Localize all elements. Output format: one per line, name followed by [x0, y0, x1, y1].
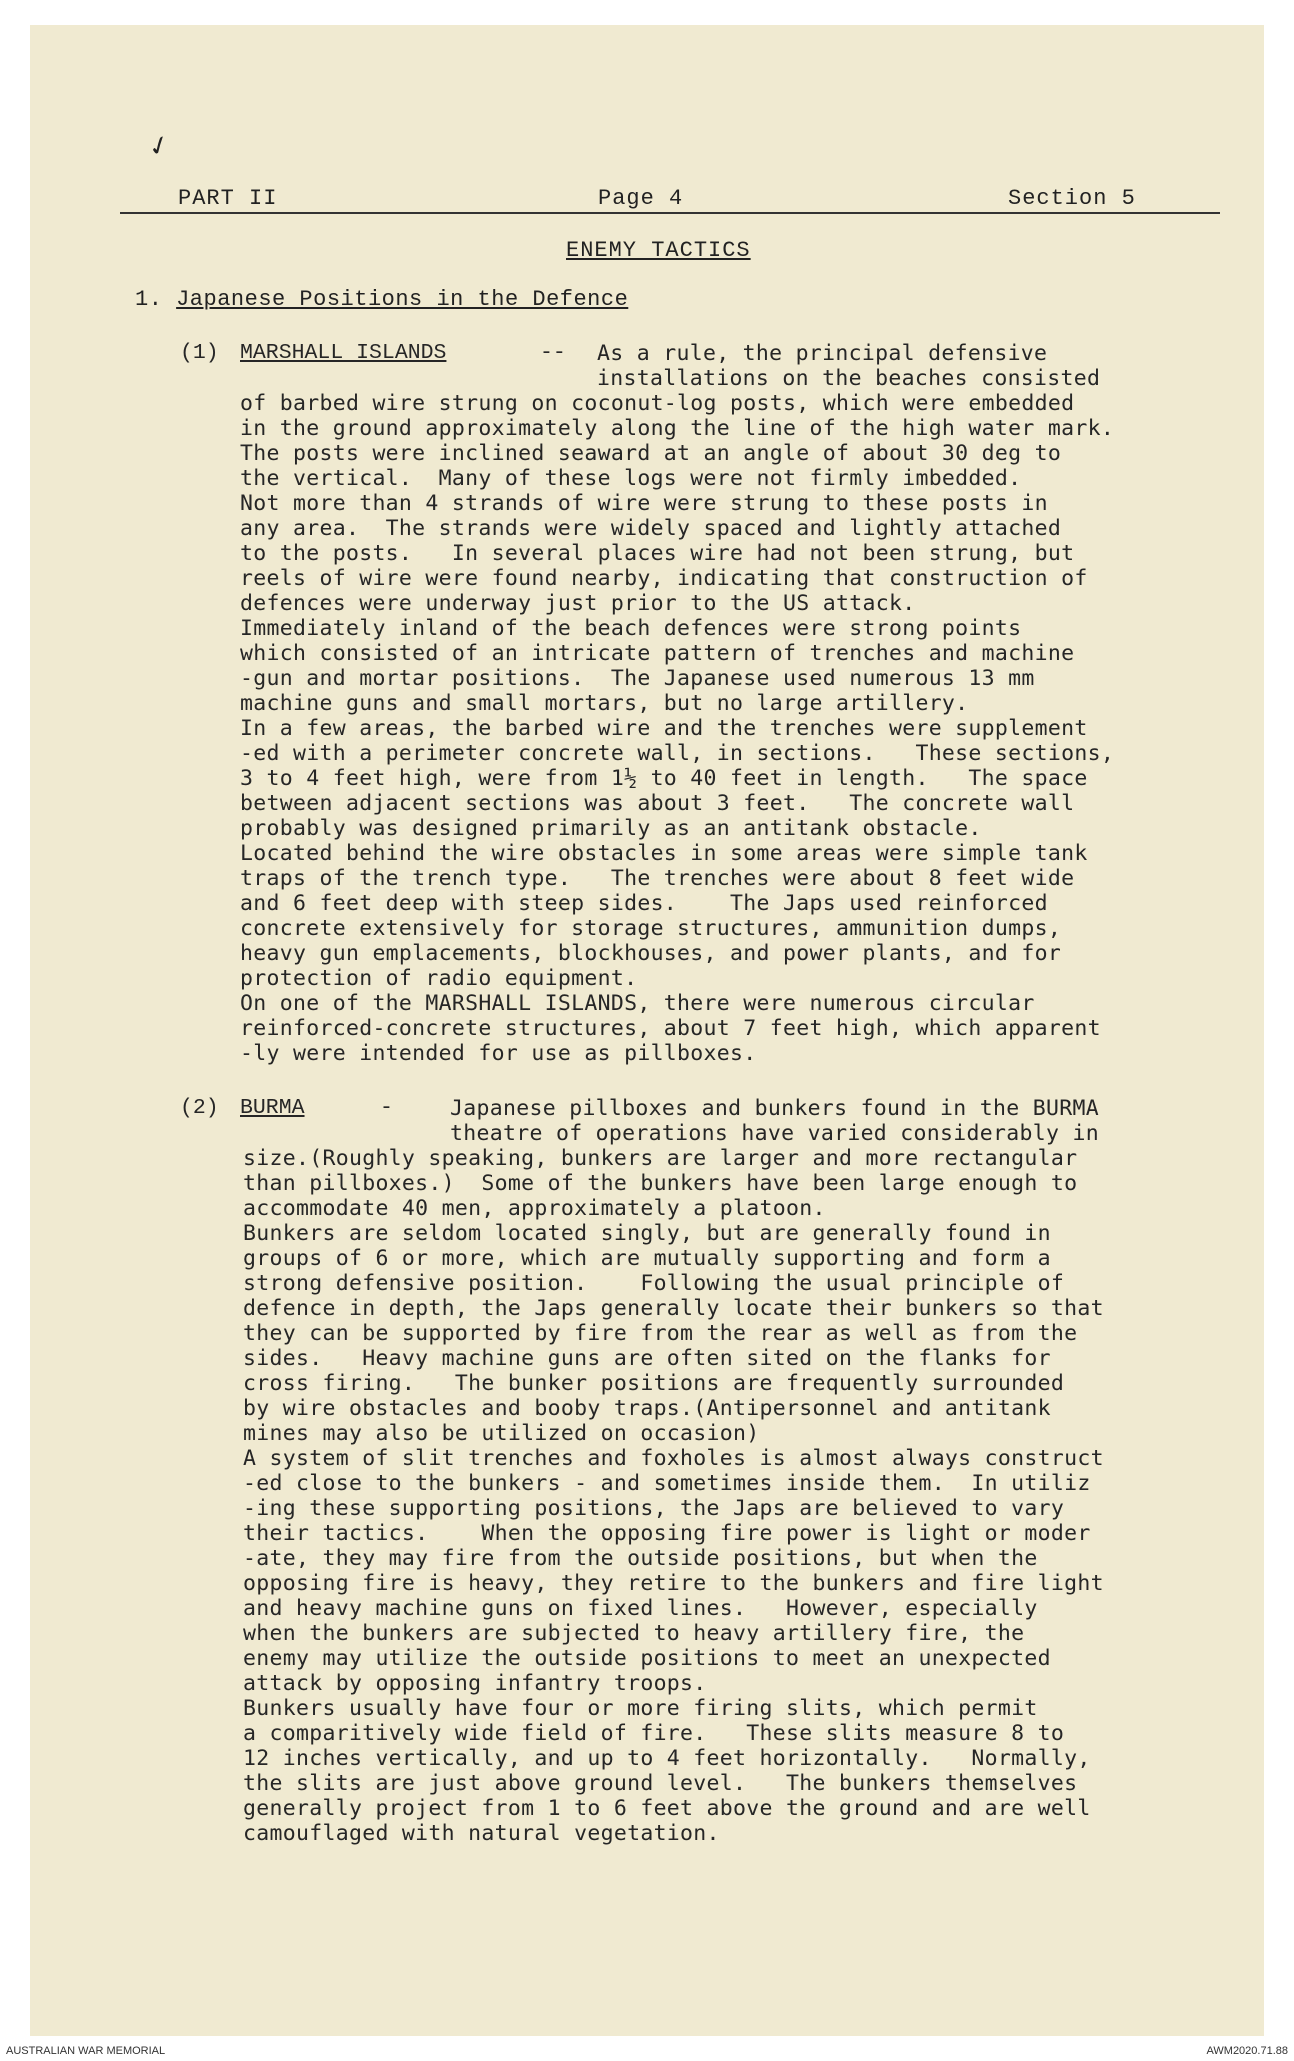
- section-2-body: size.(Roughly speaking, bunkers are larger and more rectangular than pillboxes.) Some of the bunkers have been large enough to accommodate 40 men, approximately a platoon. Bunkers are seldom located singly, but are generally found in groups of 6 or more, which are mutually supporting and form a strong defensive position. Following the usual principle of defence in depth, the Japs generally locate their bunkers so that they can be supported by fire from the rear as well as from the sides. Heavy machine guns are often sited on the flanks for cross firing. The bunker positions are frequently surrounded by wire obstacles and booby traps.(Antipersonnel and antitank mines may also be utilized on occasion) A system of slit trenches and foxholes is almost always construct -ed close to the bunkers - and sometimes inside them. In utiliz -ing these supporting positions, the Japs are believed to vary their tactics. When the opposing fire power is light or moder -ate, they may fire from the outside positions, but when the opposing fire is heavy, they retire to the bunkers and fire light and heavy machine guns on fixed lines. However, especially when the bunkers are subjected to heavy artillery fire, the enemy may utilize the outside positions to meet an unexpected attack by opposing infantry troops. Bunkers usually have four or more firing slits, which permit a comparitively wide field of fire. These slits measure 8 to 12 inches vertically, and up to 4 feet horizontally. Normally, the slits are just above ground level. The bunkers themselves generally project from 1 to 6 feet above the ground and are well camouflaged with natural vegetation.: [243, 1146, 1104, 1846]
- header-part: PART II: [178, 186, 278, 211]
- heading-number: 1.: [135, 287, 163, 312]
- header-section: Section 5: [1008, 186, 1136, 211]
- section-1-name: MARSHALL ISLANDS: [240, 341, 447, 365]
- footer-reference: AWM2020.71.88: [1206, 2045, 1288, 2057]
- section-1-dash: --: [540, 341, 566, 365]
- section-1-lead: As a rule, the principal defensive installations on the beaches consisted: [597, 341, 1101, 391]
- section-2-name: BURMA: [240, 1096, 305, 1120]
- section-1-body: of barbed wire strung on coconut-log posts, which were embedded in the ground approximately along the line of the high water mark. The posts were inclined seaward at an angle of about 30 deg to the vertical. Many of these logs were not firmly imbedded. Not more than 4 strands of wire were strung to these posts in any area. The strands were widely spaced and lightly attached to the posts. In several places wire had not been strung, but reels of wire were found nearby, indicating that construction of defences were underway just prior to the US attack. Immediately inland of the beach defences were strong points which consisted of an intricate pattern of trenches and machine -gun and mortar positions. The Japanese used numerous 13 mm machine guns and small mortars, but no large artillery. In a few areas, the barbed wire and the trenches were supplement -ed with a perimeter concrete wall, in sections. These sections, 3 to 4 feet high, were from 1½ to 40 feet in length. The space between adjacent sections was about 3 feet. The concrete wall probably was designed primarily as an antitank obstacle. Located behind the wire obstacles in some areas were simple tank traps of the trench type. The trenches were about 8 feet wide and 6 feet deep with steep sides. The Japs used reinforced concrete extensively for storage structures, ammunition dumps, heavy gun emplacements, blockhouses, and power plants, and for protection of radio equipment. On one of the MARSHALL ISLANDS, there were numerous circular reinforced-concrete structures, about 7 feet high, which apparent -ly were intended for use as pillboxes.: [240, 391, 1115, 1066]
- page-header: [120, 186, 1220, 214]
- section-2-dash: -: [380, 1096, 393, 1120]
- archive-footer: [0, 2043, 1294, 2061]
- section-1-number: (1): [180, 341, 219, 365]
- handwritten-tick-mark: ✓: [145, 128, 174, 167]
- heading-text: Japanese Positions in the Defence: [176, 287, 629, 312]
- document-title: ENEMY TACTICS: [566, 238, 751, 263]
- header-page: Page 4: [598, 186, 684, 211]
- footer-institution: AUSTRALIAN WAR MEMORIAL: [6, 2045, 166, 2057]
- section-2-lead: Japanese pillboxes and bunkers found in the BURMA theatre of operations have varied considerably in: [450, 1096, 1099, 1146]
- section-heading: [135, 287, 628, 312]
- section-2-number: (2): [180, 1096, 219, 1120]
